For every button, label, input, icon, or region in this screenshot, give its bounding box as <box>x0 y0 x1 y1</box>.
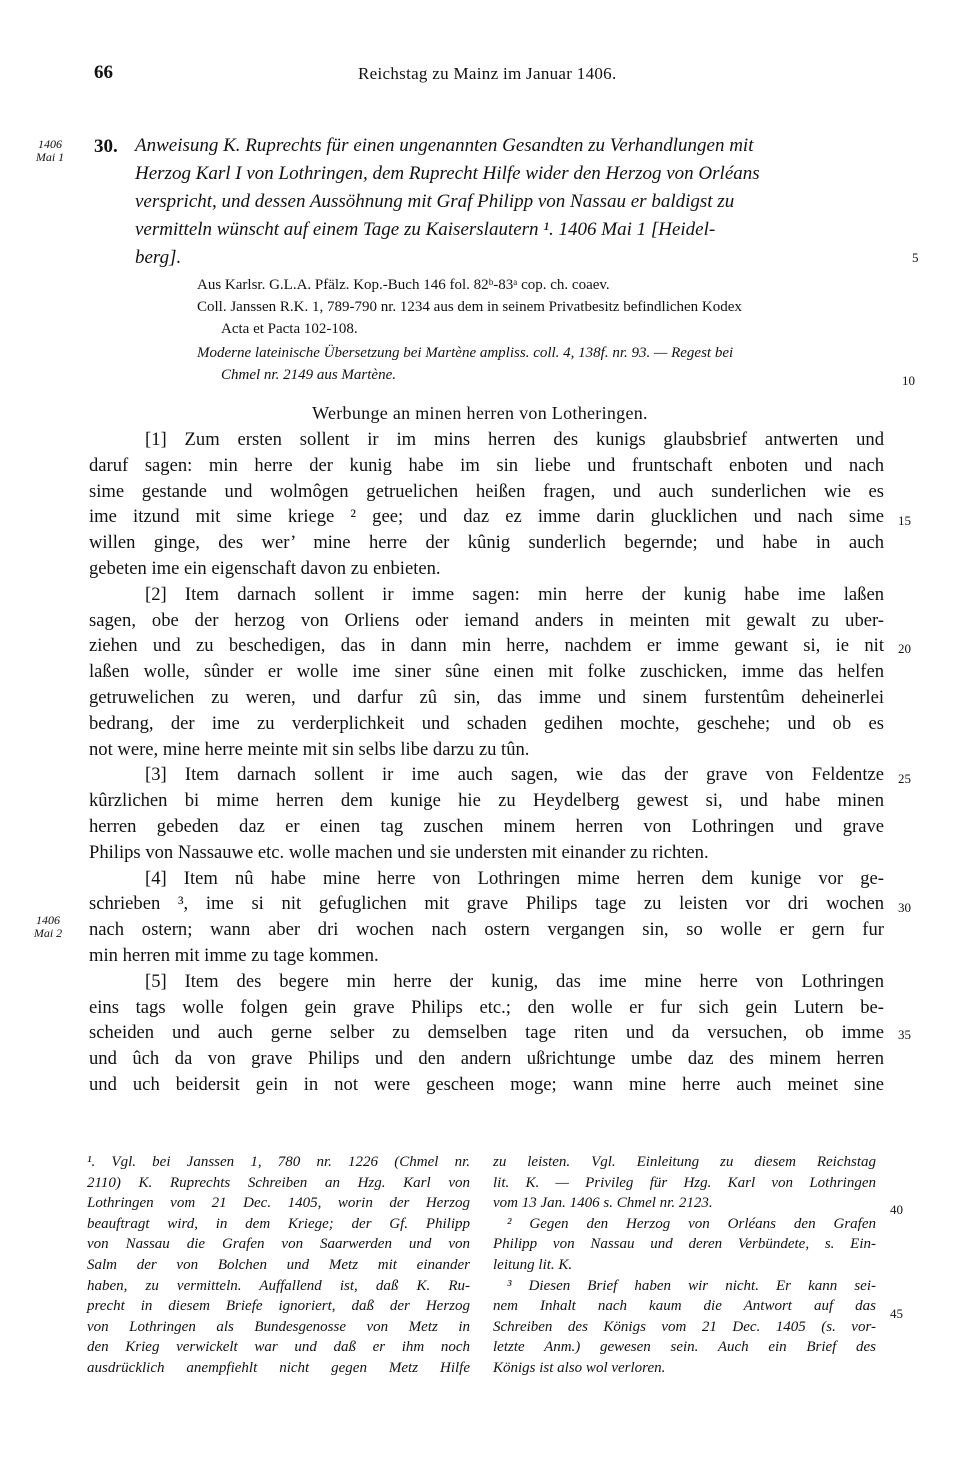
footnote-line: zu leisten. Vgl. Einleitung zu diesem Reichstag <box>493 1154 876 1170</box>
footnote-line: 2110) K. Ruprechts Schreiben an Hzg. Karl von <box>87 1174 470 1191</box>
body-line: [4] Item nû habe mine herre von Lothringen mime herren dem kunige vor ge- <box>145 867 884 889</box>
body-line: willen ginge, des wer’ mine herre der kûnig sunderlich begernde; und habe in auch <box>89 532 884 554</box>
line-number: 35 <box>898 1027 911 1042</box>
margin-date-year: 1406 <box>36 913 60 927</box>
footnote-line: ² Gegen den Herzog von Orléans den Grafen <box>507 1215 876 1232</box>
margin-date-day: Mai 2 <box>33 926 63 940</box>
footnote-line: nem Inhalt nach kaum die Antwort auf das <box>493 1298 876 1315</box>
footnote-line: ¹. Vgl. bei Janssen 1, 780 nr. 1226 (Chmel nr. <box>87 1154 470 1170</box>
body-line: bedrang, der ime zu verderplichkeit und schaden gedihen mochte, geschehe; und ob es <box>89 712 884 734</box>
footnote-line: ausdrücklich anempfiehlt nicht gegen Metz Hilfe <box>87 1359 470 1376</box>
body-line: nach ostern; wann aber dri wochen nach ostern vergangen sin, so wolle er gern fur <box>89 919 884 941</box>
source-line: Acta et Pacta 102-108. <box>221 321 358 337</box>
line-number: 25 <box>898 771 911 786</box>
footnote-line: Königs ist also wol verloren. <box>493 1359 666 1376</box>
document-body <box>89 427 884 1098</box>
footnote-line: leitung lit. K. <box>493 1256 573 1273</box>
footnote-line: den Krieg verwickelt war und daß er ihm noch <box>87 1339 470 1356</box>
source-line: Moderne lateinische Übersetzung bei Martène ampliss. coll. 4, 138f. nr. 93. — Regest bei <box>197 345 734 361</box>
footnote-line: beauftragt wird, in dem Kriege; der Gf. Philipp <box>87 1215 470 1232</box>
margin-date-day: Mai 1 <box>35 150 65 164</box>
document-number: 30. <box>94 136 118 157</box>
footnote-line: Schreiben des Königs vom 21 Dec. 1405 (s. vor- <box>493 1318 876 1335</box>
body-line: [1] Zum ersten sollent ir im mins herren des kunigs glaubsbrief antwerten und <box>145 429 884 450</box>
body-line: ime itzund mit sime kriege ² gee; und daz ez imme darin glucklichen und nach sime <box>89 506 884 528</box>
footnote-line: von Lothringen als Bundesgenosse von Metz in <box>87 1318 470 1335</box>
line-number: 5 <box>912 250 919 265</box>
line-number: 10 <box>902 373 915 388</box>
body-line: und uch beidersit gein in not were gescheen moge; wann mine herre auch meinet sine <box>89 1073 884 1095</box>
regest-line: Herzog Karl I von Lothringen, dem Ruprecht Hilfe wider den Herzog von Orléans <box>135 163 760 184</box>
line-number: 45 <box>890 1306 903 1321</box>
body-line: gebeten ime ein eigenschaft davon zu enbieten. <box>89 557 441 579</box>
line-number: 30 <box>898 900 911 915</box>
footnotes-left-column <box>87 1152 470 1379</box>
regest-line: Anweisung K. Ruprechts für einen ungenannten Gesandten zu Verhandlungen mit <box>135 135 754 156</box>
footnote-line: precht in diesem Briefe ignoriert, daß der Herzog <box>87 1298 470 1315</box>
source-line: Coll. Janssen R.K. 1, 789-790 nr. 1234 aus dem in seinem Privatbesitz befindlichen Kodex <box>197 299 742 315</box>
line-number: 40 <box>890 1202 903 1217</box>
body-line: und ûch da von grave Philips und den andern ußrichtunge umbe daz des minem herren <box>89 1048 884 1070</box>
source-notes <box>197 274 897 386</box>
body-line: eins tags wolle folgen gein grave Philips etc.; den wolle er fur sich gein Lutern be- <box>89 996 884 1018</box>
footnotes-right-column <box>493 1152 876 1379</box>
running-title: Reichstag zu Mainz im Januar 1406. <box>358 64 617 83</box>
body-line: scheiden und auch gerne selber zu demselben tage riten und da versuchen, ob imme <box>89 1022 884 1044</box>
body-line: Philips von Nassauwe etc. wolle machen und sie understen mit einander zu richten. <box>89 841 709 863</box>
body-line: min herren mit imme zu tage kommen. <box>89 944 379 966</box>
body-line: [5] Item des begere min herre der kunig, das ime mine herre von Lothringen <box>145 970 884 992</box>
line-number: 20 <box>898 641 911 656</box>
body-line: schrieben ³, ime si nit gefuglichen mit grave Philips tage zu leisten vor dri wochen <box>89 893 884 915</box>
document-regest <box>135 132 895 272</box>
text-heading: Werbunge an minen herren von Lotheringen. <box>312 403 648 423</box>
footnote-line: Lothringen vom 21 Dec. 1405, worin der Herzog <box>87 1195 470 1212</box>
source-line: Chmel nr. 2149 aus Martène. <box>221 367 396 383</box>
footnote-line: Salm der von Bolchen und Metz mit einander <box>87 1256 470 1273</box>
footnote-line: lit. K. — Privileg für Hzg. Karl von Lothringen <box>493 1174 876 1191</box>
body-line: getruwelichen zu weren, und darfur zû sin, das imme und sinem furstentûm deheinerlei <box>89 686 884 708</box>
body-line: daruf sagen: min herre der kunig habe im sin liebe und fruntschaft enboten und nach <box>89 454 884 476</box>
body-line: sime gestande und wolmôgen getruelichen heißen fragen, und auch sunderlichen wie es <box>89 480 884 502</box>
body-line: not were, mine herre meinte mit sin selbs libe darzu zu tûn. <box>89 738 530 760</box>
footnote-line: haben, zu vermitteln. Auffallend ist, daß K. Ru- <box>87 1277 470 1294</box>
footnote-line: letzte Anm.) gewesen sein. Auch ein Brief des <box>493 1339 876 1356</box>
body-line: sagen, obe der herzog von Orliens oder iemand anders in meinten mit gewalt zu uber- <box>89 609 884 631</box>
body-line: herren gebeden daz er einen tag zuschen minem herren von Lothringen und grave <box>89 815 884 837</box>
page-number: 66 <box>94 62 113 83</box>
margin-date-year: 1406 <box>38 137 62 151</box>
body-line: kûrzlichen bi mime herren dem kunige hie zu Heydelberg gewest si, und habe minen <box>89 790 884 812</box>
body-line: [3] Item darnach sollent ir ime auch sagen, wie das der grave von Feldentze <box>145 764 884 786</box>
footnote-line: von Nassau die Grafen von Saarwerden und von <box>87 1236 470 1253</box>
regest-line: vermitteln wünscht auf einem Tage zu Kaiserslautern ¹. 1406 Mai 1 [Heidel- <box>135 219 716 240</box>
footnote-line: vom 13 Jan. 1406 s. Chmel nr. 2123. <box>493 1195 713 1212</box>
body-line: ziehen und zu beschedigen, das in dann min herre, nachdem er imme gewant si, ie nit <box>89 635 884 657</box>
footnote-line: ³ Diesen Brief haben wir nicht. Er kann sei- <box>507 1277 876 1294</box>
margin-date-1 <box>30 138 70 164</box>
margin-date-2 <box>28 914 68 940</box>
regest-line: verspricht, und dessen Aussöhnung mit Graf Philipp von Nassau er baldigst zu <box>135 191 735 212</box>
regest-line: berg]. <box>135 247 182 268</box>
footnote-line: Philipp von Nassau und deren Verbündete, s. Ein- <box>493 1236 876 1253</box>
body-line: [2] Item darnach sollent ir imme sagen: min herre der kunig habe ime laßen <box>145 583 884 605</box>
line-number: 15 <box>898 513 911 528</box>
body-line: laßen wolle, sûnder er wolle ime siner sûne einen mit folke zuschicken, imme das helfen <box>89 661 884 683</box>
source-line: Aus Karlsr. G.L.A. Pfälz. Kop.-Buch 146 fol. 82ᵇ-83ᵃ cop. ch. coaev. <box>197 277 610 293</box>
